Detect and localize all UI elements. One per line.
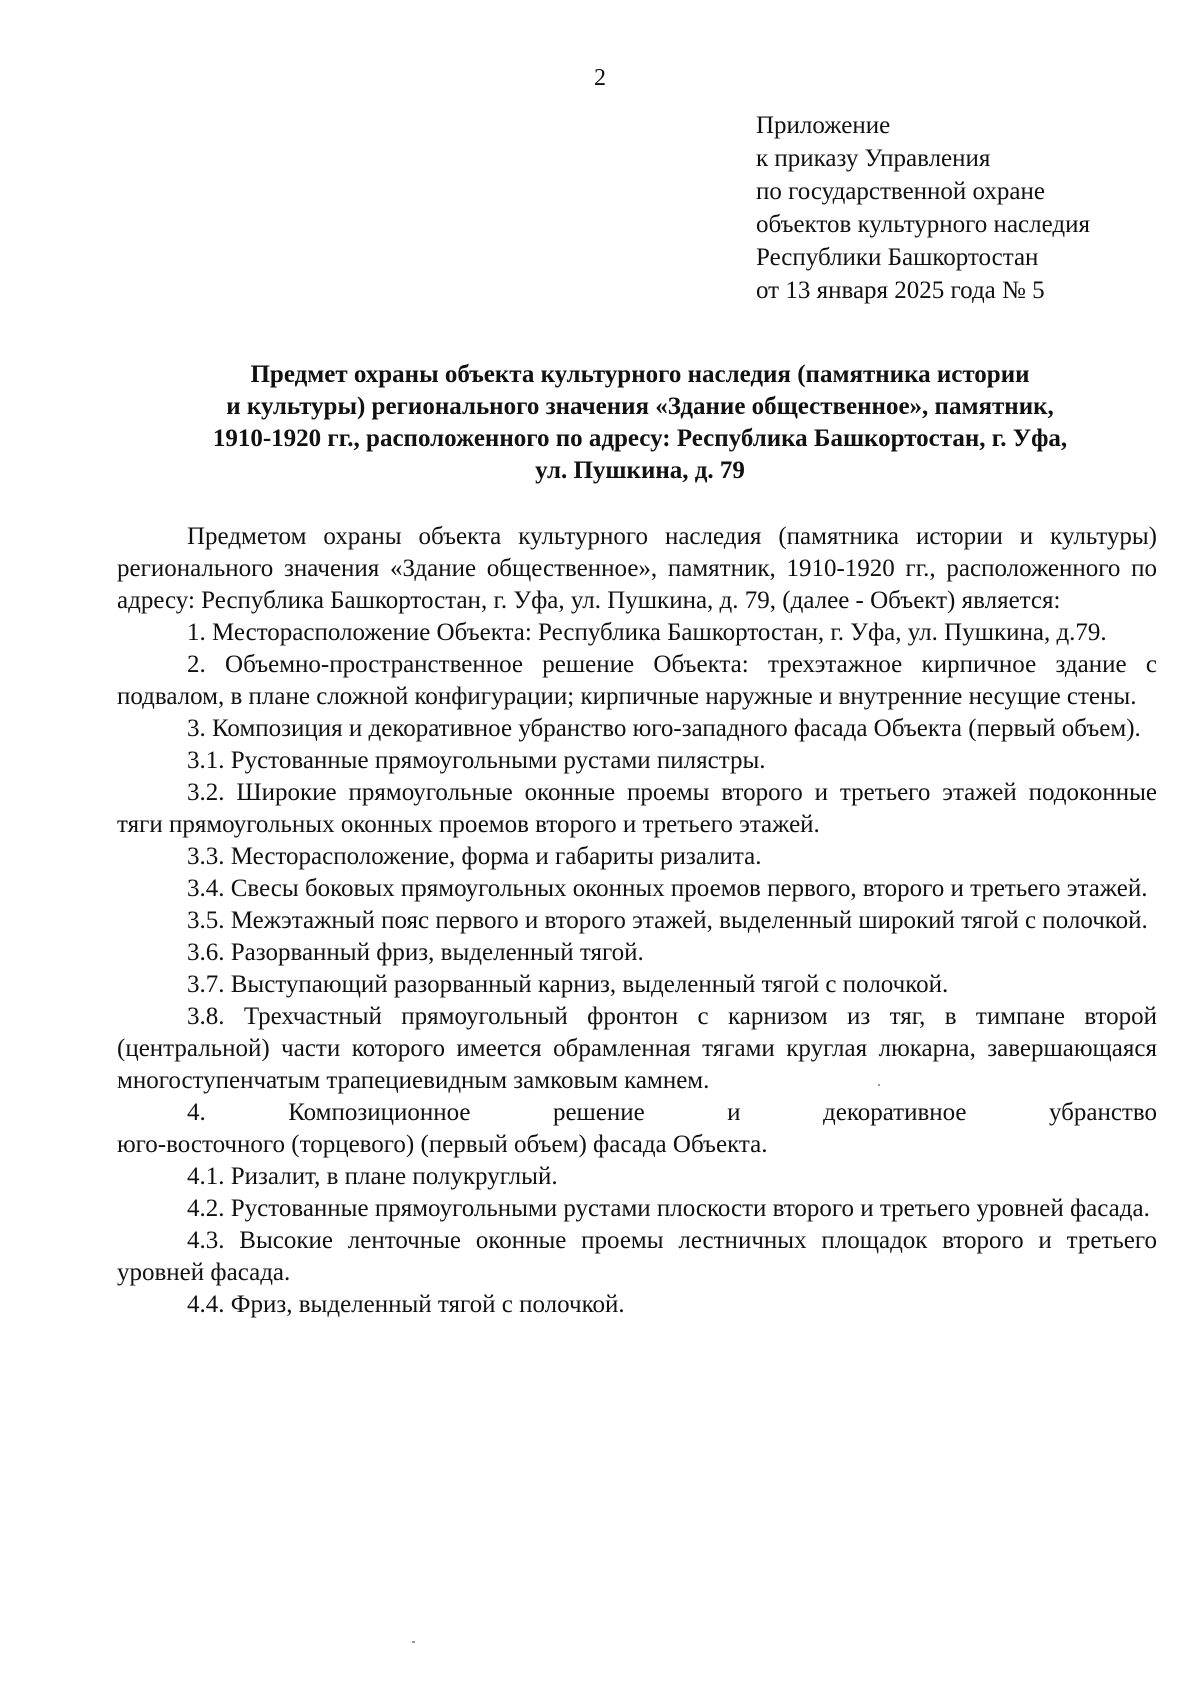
item-3: 3. Композиция и декоративное убранство юго-западного фасада Объекта (первый объем). — [187, 715, 1141, 742]
item-3-8: 3.8. Трехчастный прямоугольный фронтон с карнизом из тяг, в тимпане второй (центральной) части которого имеется обрамленная тягами круглая люкарна, завершающаяся многоступенчатым трапециевидным замковым камнем. — [117, 1003, 1157, 1094]
appendix-block — [756, 109, 1090, 307]
title-line: 1910-1920 гг., расположенного по адресу: Республика Башкортостан, г. Уфа, — [212, 425, 1068, 452]
appendix-line: Приложение — [756, 112, 891, 139]
item-4-3: 4.3. Высокие ленточные оконные проемы лестничных площадок второго и третьего уровней фасада. — [117, 1227, 1157, 1286]
item-3-3: 3.3. Месторасположение, форма и габариты ризалита. — [187, 843, 762, 870]
appendix-line: Республики Башкортостан — [756, 244, 1039, 271]
title-line: и культуры) регионального значения «Здание общественное», памятник, — [226, 393, 1054, 420]
page-number: 2 — [594, 65, 606, 91]
appendix-line: объектов культурного наследия — [756, 211, 1090, 238]
item-3-1: 3.1. Рустованные прямоугольными рустами пилястры. — [187, 747, 766, 774]
appendix-line: от 13 января 2025 года № 5 — [756, 277, 1045, 304]
item-1: 1. Месторасположение Объекта: Республика Башкортостан, г. Уфа, ул. Пушкина, д.79. — [187, 619, 1107, 646]
scan-speck — [878, 1084, 880, 1086]
appendix-line: к приказу Управления — [756, 145, 991, 172]
item-3-6: 3.6. Разорванный фриз, выделенный тягой. — [187, 939, 644, 966]
document-title — [120, 359, 1160, 487]
item-3-4: 3.4. Свесы боковых прямоугольных оконных проемов первого, второго и третьего этажей. — [187, 875, 1148, 902]
item-4-4: 4.4. Фриз, выделенный тягой с полочкой. — [187, 1291, 625, 1318]
appendix-line: по государственной охране — [756, 178, 1046, 205]
item-4-2: 4.2. Рустованные прямоугольными рустами плоскости второго и третьего уровней фасада. — [187, 1195, 1150, 1222]
item-4-line-2: юго-восточного (торцевого) (первый объем) фасада Объекта. — [117, 1131, 768, 1158]
scan-speck — [412, 1641, 415, 1643]
item-3-2: 3.2. Широкие прямоугольные оконные проемы второго и третьего этажей подоконные тяги прямоугольных оконных проемов второго и третьего этажей. — [117, 779, 1157, 838]
item-2: 2. Объемно-пространственное решение Объекта: трехэтажное кирпичное здание с подвалом, в плане сложной конфигурации; кирпичные наружные и внутренние несущие стены. — [117, 651, 1157, 710]
intro-paragraph: Предметом охраны объекта культурного наследия (памятника истории и культуры) регионального значения «Здание общественное», памятник, 1910-1920 гг., расположенного по адресу: Республика Башкортостан, г. Уфа, ул. Пушкина, д. 79, (далее - Объект) является: — [117, 523, 1157, 614]
title-line: ул. Пушкина, д. 79 — [535, 457, 745, 484]
item-4-1: 4.1. Ризалит, в плане полукруглый. — [187, 1163, 558, 1190]
item-3-5: 3.5. Межэтажный пояс первого и второго этажей, выделенный широкий тягой с полочкой. — [187, 907, 1148, 934]
item-4-line-1: 4. Композиционное решение и декоративное убранство — [187, 1099, 1157, 1126]
title-line: Предмет охраны объекта культурного наследия (памятника истории — [250, 361, 1030, 388]
item-3-7: 3.7. Выступающий разорванный карниз, выделенный тягой с полочкой. — [187, 971, 949, 998]
document-body — [117, 521, 1157, 1321]
